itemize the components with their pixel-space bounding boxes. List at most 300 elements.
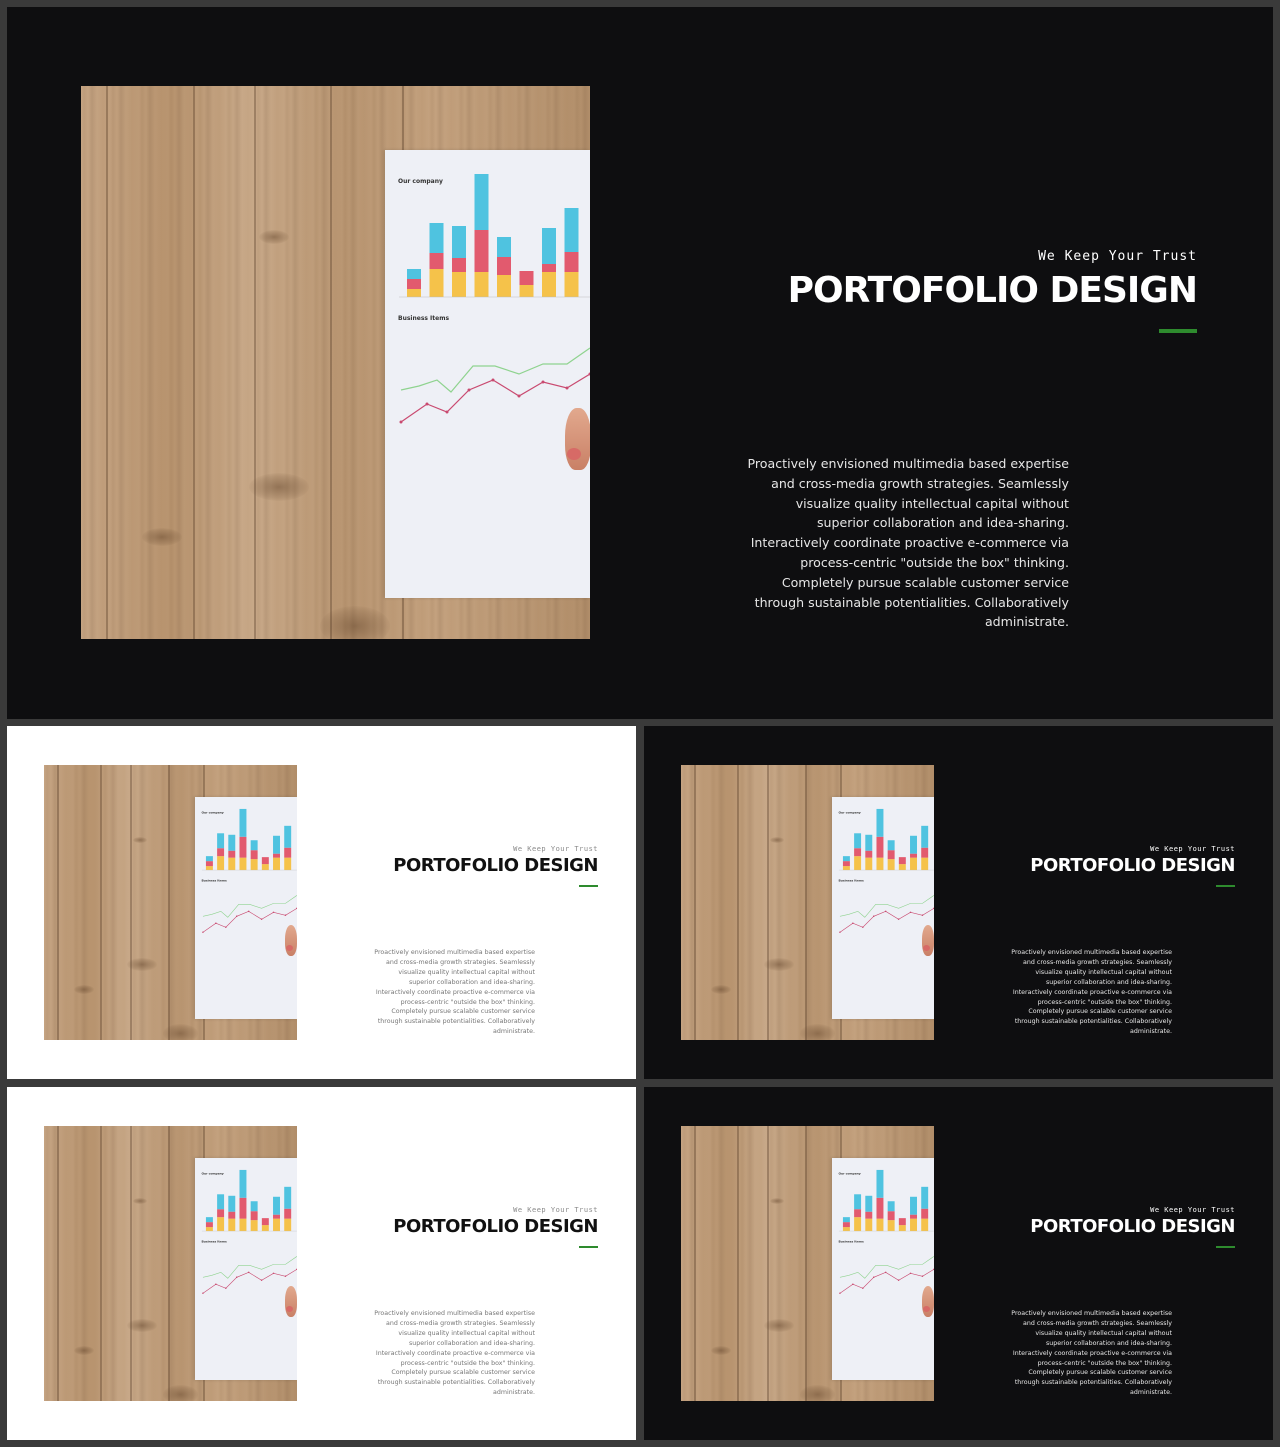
paper-bar-segment (854, 833, 861, 848)
paper-line-point (426, 403, 429, 406)
paragraph-line: Interactively coordinate proactive e-commerce via (1012, 988, 1172, 996)
paragraph-line: visualize quality intellectual capital without (398, 1329, 535, 1337)
paper-bar-segment (854, 856, 861, 870)
paper-bar-segment (899, 864, 906, 870)
paper-bar-segment (520, 285, 534, 297)
paper-bar-segment (284, 826, 291, 848)
paragraph-line: Proactively envisioned multimedia based expertise (1011, 949, 1172, 956)
paragraph-line: through sustainable potentialities. Collaboratively (377, 1379, 535, 1387)
wood-knot (320, 606, 390, 639)
paragraph-line: through sustainable potentialities. Collaboratively (1014, 1379, 1172, 1387)
paragraph-line: and cross-media growth strategies. Seamlessly (1023, 1319, 1172, 1327)
paper-bar-segment (407, 279, 421, 289)
wood-knot (127, 1319, 157, 1333)
paper-bar-segment (240, 1218, 247, 1230)
paper-bar-segment (565, 208, 579, 252)
paper-bar-segment (877, 1170, 884, 1198)
paragraph-line: process-centric "outside the box" thinking. (1037, 1359, 1172, 1367)
tagline: We Keep Your Trust (513, 845, 598, 853)
paper-bar-segment (843, 1217, 850, 1222)
paper-sheet (195, 1158, 297, 1381)
paper-bar-segment (843, 866, 850, 870)
wood-knot (163, 1024, 198, 1041)
paper-line-point (852, 922, 853, 923)
paper-bar-segment (921, 826, 928, 848)
paper-line-point (248, 1271, 249, 1272)
paper-line-point (862, 1287, 863, 1288)
paper-bar-segment (877, 1218, 884, 1230)
tagline: We Keep Your Trust (1150, 1206, 1235, 1214)
wood-seam (254, 86, 256, 639)
paper-chart-title: Business Items (201, 878, 227, 883)
paper-bar-segment (284, 847, 291, 857)
paper-line-point (898, 1279, 899, 1280)
paragraph-line: superior collaboration and idea-sharing. (1045, 978, 1172, 986)
paper-bar-segment (921, 1218, 928, 1230)
paragraph-line: administrate. (1129, 1389, 1172, 1397)
paper-line-series (203, 908, 297, 932)
paper-bar-segment (273, 853, 280, 857)
paper-bar-segment (888, 1211, 895, 1220)
paper-bar-segment (910, 1214, 917, 1218)
paper-line-point (910, 1272, 911, 1273)
paper-line-point (910, 911, 911, 912)
paper-bar-segment (240, 1170, 247, 1198)
paper-line-series (203, 1256, 297, 1278)
paper-bar-segment (452, 258, 466, 272)
wood-knot (711, 1346, 731, 1355)
wood-seam (737, 1126, 739, 1401)
fingernail (923, 945, 930, 951)
paper-bar-segment (888, 850, 895, 859)
paper-bar-segment (565, 252, 579, 272)
paper-bar-segment (206, 1227, 213, 1231)
paper-bar-segment (262, 1218, 269, 1225)
paper-bar-segment (520, 271, 534, 285)
paper-bar-segment (228, 835, 235, 851)
wood-knot (133, 1198, 148, 1205)
paper-bar-segment (854, 1194, 861, 1209)
paper-line-point (873, 1276, 874, 1277)
paper-bar-segment (497, 257, 511, 275)
paper-line-point (215, 1283, 216, 1284)
paper-chart-title: Business Items (398, 315, 450, 322)
paper-bar-segment (251, 859, 258, 870)
paragraph-line: process-centric "outside the box" thinking. (400, 998, 535, 1006)
paper-bar-segment (888, 859, 895, 870)
paper-bar-segment (251, 840, 258, 850)
finger (922, 925, 934, 956)
paper-chart-title: Business Items (838, 1239, 864, 1244)
slide-title: PORTOFOLIO DESIGN (1030, 855, 1235, 876)
paper-chart-title: Our company (838, 810, 861, 815)
paper-bar-segment (843, 861, 850, 866)
paper-bar-segment (452, 272, 466, 297)
paper-bar-segment (407, 269, 421, 279)
wood-seam (168, 1126, 170, 1401)
body-paragraph (997, 948, 1172, 1037)
paper-line-point (202, 931, 203, 932)
paper-line-series (840, 1256, 934, 1278)
photo (681, 765, 934, 1040)
paper-bar-segment (251, 1211, 258, 1220)
paragraph-line: superior collaboration and idea-sharing. (408, 978, 535, 986)
paper-bar-segment (542, 272, 556, 297)
paper-bar-segment (854, 848, 861, 856)
body-paragraph (997, 1309, 1172, 1398)
paper-bar-segment (273, 1214, 280, 1218)
wood-knot (127, 958, 157, 972)
finger (285, 925, 297, 956)
paper-sheet (385, 150, 590, 598)
paper-bar-segment (865, 1211, 872, 1218)
paper-bar-segment (273, 836, 280, 854)
paragraph-line: visualize quality intellectual capital without (398, 968, 535, 976)
wood-knot (770, 837, 785, 844)
paper-bar-segment (273, 857, 280, 869)
wood-knot (770, 1198, 785, 1205)
paragraph-line: through sustainable potentialities. Collaboratively (1014, 1018, 1172, 1026)
paper-bar-segment (910, 857, 917, 869)
wood-seam (737, 765, 739, 1040)
paragraph-line: administrate. (492, 1389, 535, 1397)
photo (44, 1126, 297, 1401)
paragraph-line: administrate. (984, 614, 1069, 630)
paper-bar-segment (430, 223, 444, 253)
paper-bar-segment (854, 1209, 861, 1217)
paper-line-series (203, 1269, 297, 1293)
slide-thumbnail-2[interactable] (644, 726, 1273, 1079)
paper-bar-segment (217, 848, 224, 856)
wood-knot (74, 985, 94, 994)
paper-bar-segment (217, 1209, 224, 1217)
paper-chart-title: Business Items (838, 878, 864, 883)
paper-bar-segment (206, 1222, 213, 1227)
paragraph-line: process-centric "outside the box" thinking. (800, 554, 1069, 570)
paper-chart-title: Our company (201, 810, 224, 815)
wood-seam (130, 765, 132, 1040)
paper-line-point (898, 918, 899, 919)
paper-bar-segment (251, 850, 258, 859)
paper-bar-segment (240, 837, 247, 858)
heading-block (788, 249, 1197, 311)
paper-bar-segment (877, 857, 884, 869)
paper-sheet (195, 797, 297, 1020)
wood-seam (694, 765, 696, 1040)
paper-chart-title: Business Items (201, 1239, 227, 1244)
paper-bar-segment (430, 269, 444, 297)
paper-bar-segment (206, 1217, 213, 1222)
paragraph-line: visualize quality intellectual capital without (1035, 968, 1172, 976)
wood-seam (106, 86, 108, 639)
wood-knot (800, 1385, 835, 1402)
paper-bar-segment (284, 1208, 291, 1218)
paper-bar-segment (217, 833, 224, 848)
wood-seam (100, 1126, 102, 1401)
paper-line-point (839, 931, 840, 932)
wood-seam (130, 1126, 132, 1401)
heading-block (1030, 845, 1235, 876)
slide-thumbnail-1[interactable] (7, 726, 636, 1079)
paper-bar-segment (921, 857, 928, 869)
paper-bar-segment (284, 1218, 291, 1230)
wood-seam (330, 86, 332, 639)
paper-line-series (203, 895, 297, 917)
paper-bar-segment (273, 1197, 280, 1215)
paragraph-line: superior collaboration and idea-sharing. (816, 515, 1069, 531)
paper-line-point (202, 1292, 203, 1293)
paragraph-line: administrate. (1129, 1028, 1172, 1036)
paper-bar-segment (921, 1187, 928, 1209)
paper-bar-segment (262, 1225, 269, 1231)
paper-line-point (261, 1279, 262, 1280)
paper-bar-segment (206, 866, 213, 870)
paper-line-point (492, 379, 495, 382)
paragraph-line: Interactively coordinate proactive e-commerce via (375, 988, 535, 996)
paper-bar-segment (228, 1218, 235, 1230)
paper-bar-segment (251, 1220, 258, 1231)
tagline: We Keep Your Trust (1038, 249, 1197, 264)
wood-seam (767, 1126, 769, 1401)
paragraph-line: Interactively coordinate proactive e-commerce via (1012, 1349, 1172, 1357)
paragraph-line: and cross-media growth strategies. Seamlessly (771, 475, 1069, 491)
paragraph-line: Interactively coordinate proactive e-commerce via (750, 535, 1069, 551)
body-paragraph (360, 948, 535, 1037)
paper-bar-segment (888, 840, 895, 850)
paper-line-point (225, 1287, 226, 1288)
wood-knot (249, 473, 309, 501)
paper-bar-segment (284, 857, 291, 869)
paragraph-line: visualize quality intellectual capital without (1035, 1329, 1172, 1337)
paper-bar-segment (251, 1201, 258, 1211)
paragraph-line: Interactively coordinate proactive e-commerce via (375, 1349, 535, 1357)
slide-thumbnail-4[interactable] (644, 1087, 1273, 1440)
paper-bar-segment (899, 1218, 906, 1225)
fingernail (923, 1306, 930, 1312)
paragraph-line: Proactively envisioned multimedia based expertise (374, 949, 535, 956)
paper-bar-segment (877, 809, 884, 837)
photo (81, 86, 590, 639)
wood-knot (163, 1385, 198, 1402)
paragraph-line: superior collaboration and idea-sharing. (1045, 1339, 1172, 1347)
paper-bar-segment (206, 856, 213, 861)
paper-bar-segment (921, 1208, 928, 1218)
paper-line-point (468, 389, 471, 392)
paper-line-point (236, 915, 237, 916)
paragraph-line: administrate. (492, 1028, 535, 1036)
paper-bar-segment (542, 264, 556, 272)
wood-knot (259, 230, 289, 244)
wood-seam (193, 86, 195, 639)
paper-bar-segment (240, 809, 247, 837)
paper-bar-segment (497, 275, 511, 297)
paper-bar-segment (217, 1217, 224, 1231)
paper-line-point (261, 918, 262, 919)
paper-line-point (285, 914, 286, 915)
body-paragraph (360, 1309, 535, 1398)
paper-line-point (518, 395, 521, 398)
paragraph-line: Proactively envisioned multimedia based expertise (1011, 1310, 1172, 1317)
paper-line-point (566, 387, 569, 390)
paper-bar-segment (888, 1201, 895, 1211)
paper-bar-segment (228, 850, 235, 857)
wood-seam (805, 1126, 807, 1401)
paper-line-point (273, 911, 274, 912)
paper-bar-segment (865, 835, 872, 851)
paper-bar-segment (865, 850, 872, 857)
paper-line-point (400, 421, 403, 424)
wood-seam (168, 765, 170, 1040)
paper-bar-segment (854, 1217, 861, 1231)
paper-line-point (236, 1276, 237, 1277)
paper-bar-segment (843, 1227, 850, 1231)
paragraph-line: Completely pursue scalable customer service (781, 574, 1069, 590)
accent-bar (579, 885, 598, 887)
wood-seam (57, 1126, 59, 1401)
paper-line-point (862, 926, 863, 927)
paper-line-point (873, 915, 874, 916)
fingernail (286, 1306, 293, 1312)
paper-bar-segment (228, 1196, 235, 1212)
finger (922, 1286, 934, 1317)
paper-bar-segment (910, 1197, 917, 1215)
paragraph-line: and cross-media growth strategies. Seamlessly (386, 958, 535, 966)
paragraph-line: Completely pursue scalable customer service (1028, 1369, 1172, 1377)
paper-bar-segment (475, 272, 489, 297)
paragraph-line: and cross-media growth strategies. Seamlessly (1023, 958, 1172, 966)
paper-bar-segment (865, 1218, 872, 1230)
paragraph-line: process-centric "outside the box" thinking. (1037, 998, 1172, 1006)
paper-bar-segment (865, 1196, 872, 1212)
paper-bar-segment (206, 861, 213, 866)
paper-bar-segment (273, 1218, 280, 1230)
wood-knot (764, 958, 794, 972)
paper-bar-segment (475, 230, 489, 272)
paper-bar-segment (284, 1187, 291, 1209)
paper-bar-segment (542, 228, 556, 264)
paper-line-series (401, 374, 590, 422)
wood-knot (142, 528, 182, 546)
paper-bar-segment (865, 857, 872, 869)
paper-line-point (273, 1272, 274, 1273)
paragraph-line: process-centric "outside the box" thinking. (400, 1359, 535, 1367)
wood-seam (57, 765, 59, 1040)
paper-bar-segment (240, 1198, 247, 1219)
photo (681, 1126, 934, 1401)
wood-knot (133, 837, 148, 844)
wood-seam (100, 765, 102, 1040)
paragraph-line: and cross-media growth strategies. Seamlessly (386, 1319, 535, 1327)
slide-thumbnail-3[interactable] (7, 1087, 636, 1440)
paper-line-point (852, 1283, 853, 1284)
paper-bar-segment (910, 1218, 917, 1230)
paper-bar-segment (217, 856, 224, 870)
paper-line-point (285, 1275, 286, 1276)
accent-bar (1159, 329, 1197, 333)
paper-charts (832, 797, 934, 1020)
paragraph-line: through sustainable potentialities. Collaboratively (754, 594, 1069, 610)
paper-bar-segment (262, 864, 269, 870)
paper-line-point (542, 381, 545, 384)
paper-bar-segment (888, 1220, 895, 1231)
tagline: We Keep Your Trust (513, 1206, 598, 1214)
wood-seam (767, 765, 769, 1040)
paper-chart-title: Our company (838, 1171, 861, 1176)
paper-bar-segment (452, 226, 466, 258)
paper-line-point (922, 1275, 923, 1276)
paper-line-point (885, 1271, 886, 1272)
paper-line-series (840, 895, 934, 917)
paper-charts (832, 1158, 934, 1381)
body-paragraph (739, 454, 1069, 632)
wood-knot (764, 1319, 794, 1333)
slide-main[interactable] (7, 7, 1273, 719)
paper-bar-segment (910, 836, 917, 854)
paper-bar-segment (843, 856, 850, 861)
heading-block (393, 1206, 598, 1237)
paper-sheet (832, 797, 934, 1020)
paper-bar-segment (565, 272, 579, 297)
paragraph-line: Completely pursue scalable customer service (391, 1369, 535, 1377)
accent-bar (1216, 1246, 1235, 1248)
paper-bar-segment (228, 1211, 235, 1218)
paper-line-point (922, 914, 923, 915)
paragraph-line: Completely pursue scalable customer service (391, 1008, 535, 1016)
paper-charts (195, 1158, 297, 1381)
paper-charts (195, 797, 297, 1020)
heading-block (393, 845, 598, 876)
paper-bar-segment (843, 1222, 850, 1227)
slide-title: PORTOFOLIO DESIGN (787, 270, 1197, 311)
paper-bar-segment (217, 1194, 224, 1209)
finger (565, 408, 590, 470)
paper-bar-segment (899, 857, 906, 864)
tagline: We Keep Your Trust (1150, 845, 1235, 853)
paper-sheet (832, 1158, 934, 1381)
paper-bar-segment (228, 857, 235, 869)
accent-bar (579, 1246, 598, 1248)
paper-bar-segment (497, 237, 511, 257)
paper-line-point (225, 926, 226, 927)
slide-title: PORTOFOLIO DESIGN (393, 855, 598, 876)
paper-bar-segment (910, 853, 917, 857)
paper-bar-segment (899, 1225, 906, 1231)
fingernail (567, 448, 581, 460)
paper-bar-segment (430, 253, 444, 269)
slide-title: PORTOFOLIO DESIGN (393, 1216, 598, 1237)
paper-line-point (885, 910, 886, 911)
paper-line-series (401, 348, 590, 392)
paper-line-point (446, 411, 449, 414)
paper-line-point (839, 1292, 840, 1293)
paragraph-line: Proactively envisioned multimedia based expertise (747, 456, 1069, 471)
paper-bar-segment (475, 174, 489, 230)
paper-charts (385, 150, 590, 598)
paper-chart-title: Our company (398, 178, 443, 185)
paper-line-series (840, 908, 934, 932)
paper-bar-segment (877, 837, 884, 858)
paragraph-line: through sustainable potentialities. Collaboratively (377, 1018, 535, 1026)
paragraph-line: visualize quality intellectual capital without (795, 495, 1069, 511)
paper-bar-segment (240, 857, 247, 869)
paper-chart-title: Our company (201, 1171, 224, 1176)
wood-seam (694, 1126, 696, 1401)
wood-knot (74, 1346, 94, 1355)
paragraph-line: Proactively envisioned multimedia based expertise (374, 1310, 535, 1317)
photo (44, 765, 297, 1040)
wood-seam (805, 765, 807, 1040)
paper-line-point (215, 922, 216, 923)
